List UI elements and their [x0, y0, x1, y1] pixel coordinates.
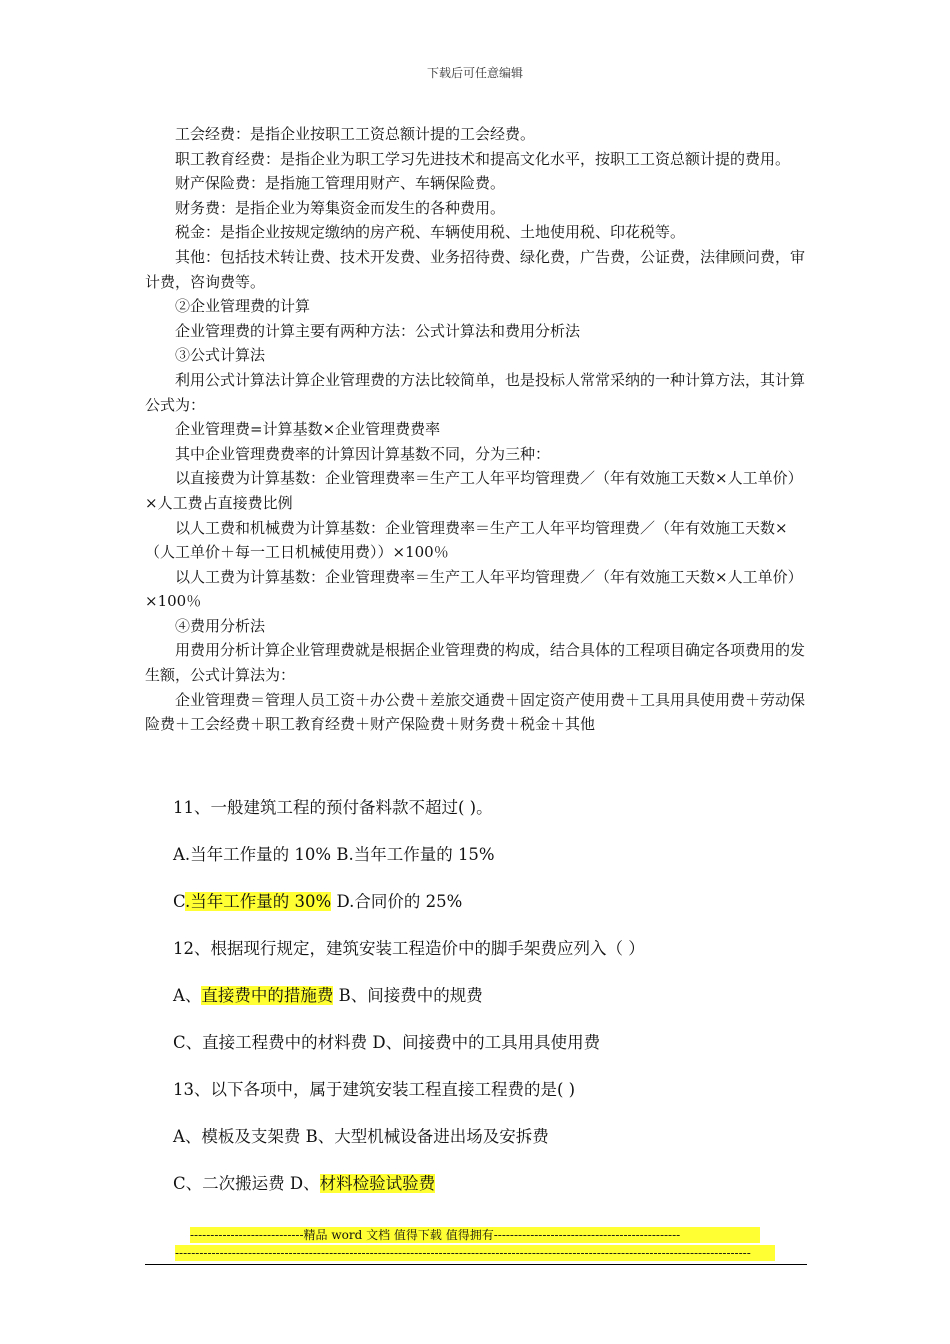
paragraph: 利用公式计算法计算企业管理费的方法比较简单，也是投标人常常采纳的一种计算方法，其计算公式为： [145, 370, 806, 414]
option-a-prefix: A、 [173, 986, 202, 1005]
question-12-options-ab [173, 985, 803, 1007]
highlighted-answer: 直接费中的措施费 [201, 986, 334, 1005]
paragraph: 财产保险费：是指施工管理用财产、车辆保险费。 [175, 174, 506, 193]
paragraph: 以直接费为计算基数：企业管理费率＝生产工人年平均管理费／（年有效施工天数×人工单价）×人工费占直接费比例 [145, 469, 803, 512]
footer-dashes: ---------------------------------------------------------------------------------------------------------------------------------------------- [175, 1245, 775, 1261]
body-text [145, 122, 807, 737]
option-c-prefix: C [173, 892, 186, 911]
paragraph: 企业管理费＝管理人员工资＋办公费＋差旅交通费＋固定资产使用费＋工具用具使用费＋劳动保险费＋工会经费＋职工教育经费＋财产保险费＋财务费＋税金＋其他 [145, 690, 806, 734]
paragraph: ②企业管理费的计算 [175, 297, 311, 316]
footer-banner: ----------------------------精品 word 文档 值得下载 值得拥有---------------------------------------------- [190, 1227, 760, 1243]
paragraph: 职工教育经费：是指企业为职工学习先进技术和提高文化水平，按职工工资总额计提的费用。 [175, 149, 791, 168]
paragraph: 税金：是指企业按规定缴纳的房产税、车辆使用税、土地使用税、印花税等。 [175, 223, 686, 242]
paragraph: 企业管理费=计算基数×企业管理费费率 [175, 420, 441, 439]
paragraph: 以人工费和机械费为计算基数：企业管理费率＝生产工人年平均管理费／（年有效施工天数×（人工单价＋每一工日机械使用费））×100％ [145, 518, 788, 562]
paragraph: 用费用分析计算企业管理费就是根据企业管理费的构成，结合具体的工程项目确定各项费用的发生额，公式计算法为： [145, 641, 806, 685]
paragraph: 其他：包括技术转让费、技术开发费、业务招待费、绿化费，广告费，公证费，法律顾问费，审计费，咨询费等。 [145, 247, 806, 291]
question-13-options-ab: A、模板及支架费 B、大型机械设备进出场及安拆费 [173, 1127, 549, 1146]
highlighted-answer: .当年工作量的 30% [185, 892, 332, 911]
option-d: D.合同价的 25% [331, 892, 463, 911]
paragraph: 以人工费为计算基数：企业管理费率＝生产工人年平均管理费／（年有效施工天数×人工单价）×100％ [145, 567, 803, 611]
paragraph: ③公式计算法 [175, 346, 266, 365]
question-11-options-ab: A.当年工作量的 10% B.当年工作量的 15% [173, 845, 495, 864]
question-11-options-cd [173, 891, 803, 913]
question-13-options-cd [173, 1173, 803, 1195]
question-12: 12、根据现行规定，建筑安装工程造价中的脚手架费应列入（ ） [173, 939, 645, 958]
paragraph: ④费用分析法 [175, 616, 266, 635]
paragraph: 其中企业管理费费率的计算因计算基数不同，分为三种： [175, 444, 551, 463]
option-b: B、间接费中的规费 [333, 986, 483, 1005]
paragraph: 企业管理费的计算主要有两种方法：公式计算法和费用分析法 [175, 321, 581, 340]
highlighted-answer: 材料检验试验费 [319, 1174, 436, 1193]
footer-rule [145, 1264, 807, 1265]
paragraph: 工会经费：是指企业按职工工资总额计提的工会经费。 [175, 125, 536, 143]
question-12-options-cd: C、直接工程费中的材料费 D、间接费中的工具用具使用费 [173, 1033, 601, 1052]
page-header: 下载后可任意编辑 [426, 66, 523, 80]
paragraph: 财务费：是指企业为筹集资金而发生的各种费用。 [175, 198, 506, 217]
question-11: 11、一般建筑工程的预付备料款不超过( )。 [173, 798, 493, 817]
question-13: 13、以下各项中，属于建筑安装工程直接工程费的是( ) [173, 1080, 576, 1099]
options-cd-prefix: C、二次搬运费 D、 [173, 1174, 320, 1193]
